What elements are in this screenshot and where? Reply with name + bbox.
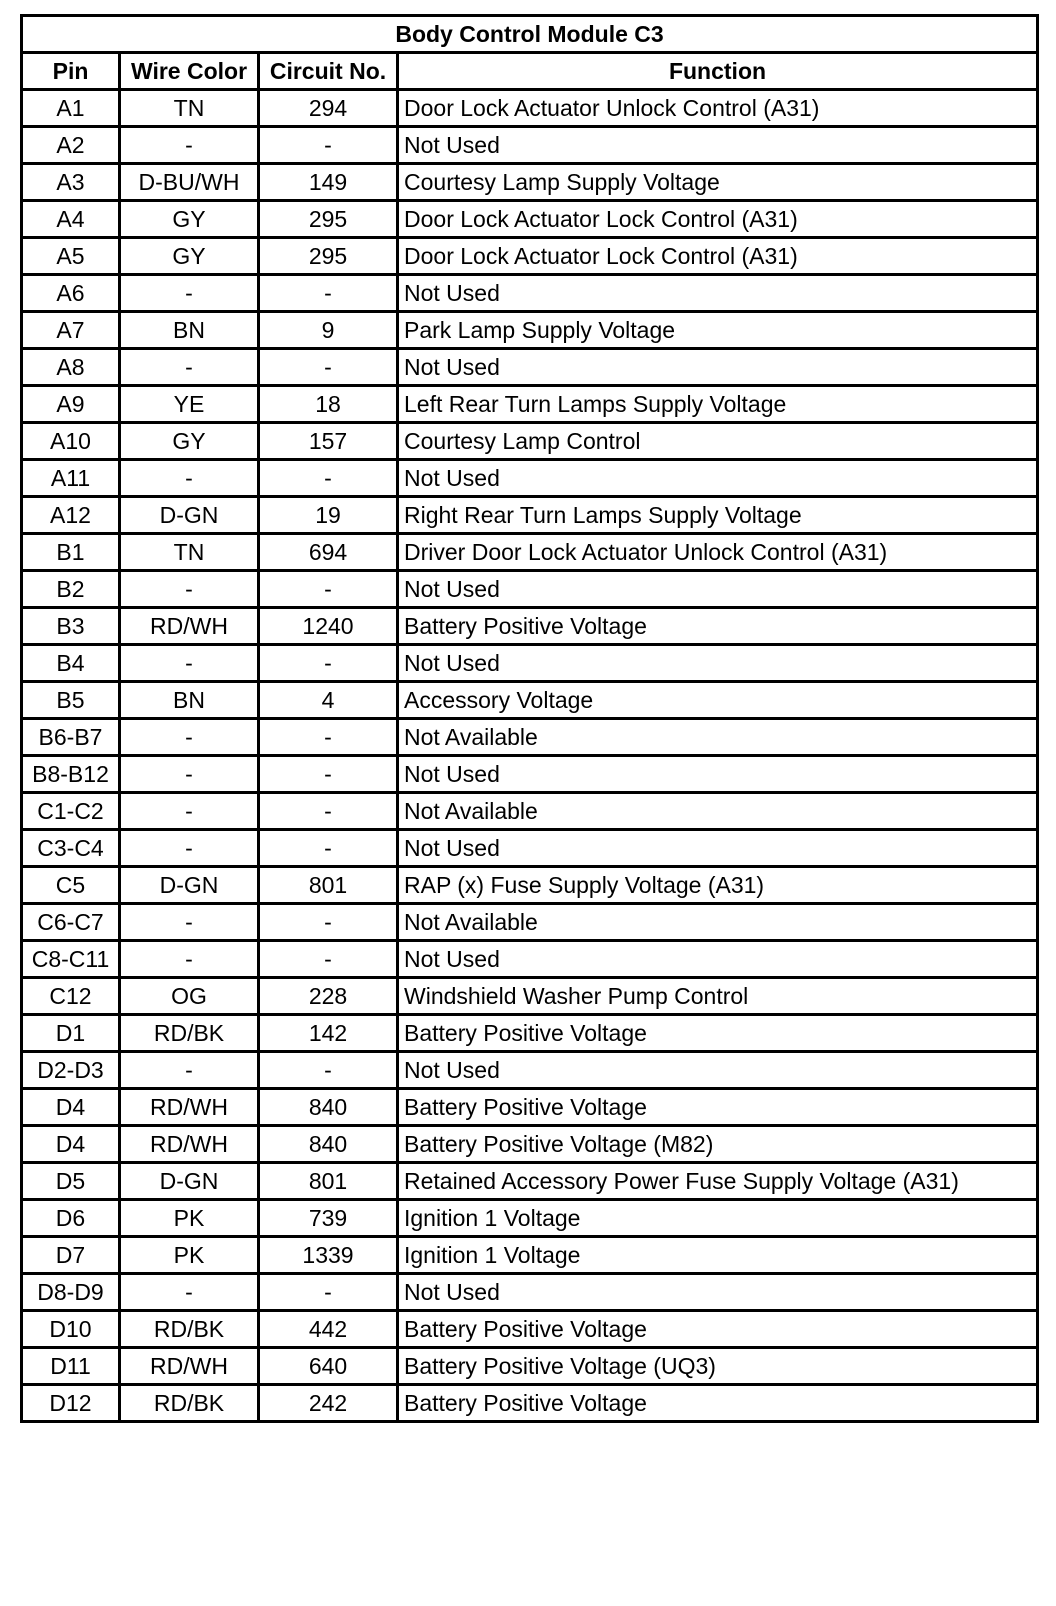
- function-cell: Driver Door Lock Actuator Unlock Control (A31): [398, 534, 1038, 571]
- function-cell: Not Used: [398, 1274, 1038, 1311]
- circuit-no-cell: -: [259, 571, 398, 608]
- circuit-no-cell: -: [259, 756, 398, 793]
- circuit-no-cell: -: [259, 645, 398, 682]
- circuit-no-cell: -: [259, 1274, 398, 1311]
- function-cell: Accessory Voltage: [398, 682, 1038, 719]
- table-row: [22, 1274, 1038, 1311]
- pin-cell: A3: [22, 164, 120, 201]
- function-cell: Not Used: [398, 127, 1038, 164]
- pin-cell: B8-B12: [22, 756, 120, 793]
- pin-cell: B5: [22, 682, 120, 719]
- pin-cell: D11: [22, 1348, 120, 1385]
- circuit-no-cell: -: [259, 719, 398, 756]
- wire-color-cell: -: [120, 793, 259, 830]
- pin-cell: C6-C7: [22, 904, 120, 941]
- function-cell: Battery Positive Voltage: [398, 608, 1038, 645]
- table-row: [22, 238, 1038, 275]
- table-row: [22, 349, 1038, 386]
- pin-cell: D7: [22, 1237, 120, 1274]
- wire-color-cell: RD/BK: [120, 1385, 259, 1422]
- table-row: [22, 608, 1038, 645]
- circuit-no-cell: 694: [259, 534, 398, 571]
- table-row: [22, 978, 1038, 1015]
- header-pin: Pin: [22, 53, 120, 90]
- table-row: [22, 682, 1038, 719]
- pin-cell: D8-D9: [22, 1274, 120, 1311]
- wire-color-cell: GY: [120, 238, 259, 275]
- circuit-no-cell: -: [259, 1052, 398, 1089]
- wire-color-cell: BN: [120, 312, 259, 349]
- circuit-no-cell: -: [259, 349, 398, 386]
- pin-cell: B2: [22, 571, 120, 608]
- table-row: [22, 941, 1038, 978]
- table-row: [22, 423, 1038, 460]
- table-row: [22, 1163, 1038, 1200]
- table-row: [22, 164, 1038, 201]
- circuit-no-cell: 142: [259, 1015, 398, 1052]
- wire-color-cell: RD/BK: [120, 1311, 259, 1348]
- table-row: [22, 1348, 1038, 1385]
- pin-cell: B6-B7: [22, 719, 120, 756]
- wire-color-cell: -: [120, 645, 259, 682]
- wire-color-cell: -: [120, 1052, 259, 1089]
- function-cell: Courtesy Lamp Supply Voltage: [398, 164, 1038, 201]
- wire-color-cell: RD/WH: [120, 1089, 259, 1126]
- function-cell: Not Used: [398, 1052, 1038, 1089]
- table-row: [22, 793, 1038, 830]
- circuit-no-cell: 840: [259, 1126, 398, 1163]
- table-row: [22, 1126, 1038, 1163]
- table-row: [22, 1311, 1038, 1348]
- wire-color-cell: D-GN: [120, 867, 259, 904]
- circuit-no-cell: 294: [259, 90, 398, 127]
- connector-pinout-table: [20, 14, 1039, 1423]
- function-cell: Left Rear Turn Lamps Supply Voltage: [398, 386, 1038, 423]
- table-row: [22, 1015, 1038, 1052]
- function-cell: Not Used: [398, 460, 1038, 497]
- pin-cell: A8: [22, 349, 120, 386]
- function-cell: Not Used: [398, 830, 1038, 867]
- pin-cell: A12: [22, 497, 120, 534]
- wire-color-cell: -: [120, 1274, 259, 1311]
- circuit-no-cell: 19: [259, 497, 398, 534]
- pin-cell: A11: [22, 460, 120, 497]
- wire-color-cell: GY: [120, 423, 259, 460]
- function-cell: Park Lamp Supply Voltage: [398, 312, 1038, 349]
- header-function: Function: [398, 53, 1038, 90]
- pin-cell: A9: [22, 386, 120, 423]
- function-cell: Courtesy Lamp Control: [398, 423, 1038, 460]
- wire-color-cell: -: [120, 719, 259, 756]
- wire-color-cell: PK: [120, 1237, 259, 1274]
- wire-color-cell: -: [120, 756, 259, 793]
- wire-color-cell: -: [120, 941, 259, 978]
- function-cell: Not Available: [398, 904, 1038, 941]
- wire-color-cell: PK: [120, 1200, 259, 1237]
- wire-color-cell: RD/BK: [120, 1015, 259, 1052]
- pin-cell: D12: [22, 1385, 120, 1422]
- wire-color-cell: -: [120, 275, 259, 312]
- wire-color-cell: -: [120, 830, 259, 867]
- wire-color-cell: TN: [120, 534, 259, 571]
- circuit-no-cell: 1240: [259, 608, 398, 645]
- table-row: [22, 1052, 1038, 1089]
- wire-color-cell: D-GN: [120, 497, 259, 534]
- function-cell: Door Lock Actuator Lock Control (A31): [398, 201, 1038, 238]
- wire-color-cell: GY: [120, 201, 259, 238]
- wire-color-cell: RD/WH: [120, 1348, 259, 1385]
- function-cell: Not Available: [398, 793, 1038, 830]
- circuit-no-cell: 242: [259, 1385, 398, 1422]
- function-cell: Not Used: [398, 941, 1038, 978]
- table-row: [22, 312, 1038, 349]
- wire-color-cell: -: [120, 460, 259, 497]
- pin-cell: B1: [22, 534, 120, 571]
- wire-color-cell: RD/WH: [120, 1126, 259, 1163]
- circuit-no-cell: 801: [259, 1163, 398, 1200]
- pin-cell: D2-D3: [22, 1052, 120, 1089]
- header-circuit-no: Circuit No.: [259, 53, 398, 90]
- function-cell: Not Used: [398, 275, 1038, 312]
- table-body: [22, 90, 1038, 1422]
- pin-cell: B3: [22, 608, 120, 645]
- table-row: [22, 1385, 1038, 1422]
- wire-color-cell: D-BU/WH: [120, 164, 259, 201]
- function-cell: RAP (x) Fuse Supply Voltage (A31): [398, 867, 1038, 904]
- function-cell: Battery Positive Voltage (M82): [398, 1126, 1038, 1163]
- pin-cell: C8-C11: [22, 941, 120, 978]
- table-row: [22, 127, 1038, 164]
- circuit-no-cell: -: [259, 904, 398, 941]
- function-cell: Not Used: [398, 349, 1038, 386]
- pin-cell: A7: [22, 312, 120, 349]
- table-row: [22, 275, 1038, 312]
- pin-cell: A10: [22, 423, 120, 460]
- circuit-no-cell: 4: [259, 682, 398, 719]
- pin-cell: A6: [22, 275, 120, 312]
- pin-cell: A5: [22, 238, 120, 275]
- function-cell: Not Used: [398, 571, 1038, 608]
- wire-color-cell: -: [120, 349, 259, 386]
- table-row: [22, 201, 1038, 238]
- table-row: [22, 460, 1038, 497]
- function-cell: Ignition 1 Voltage: [398, 1237, 1038, 1274]
- circuit-no-cell: 295: [259, 201, 398, 238]
- table-row: [22, 1200, 1038, 1237]
- pin-cell: C1-C2: [22, 793, 120, 830]
- table-row: [22, 497, 1038, 534]
- function-cell: Not Used: [398, 756, 1038, 793]
- function-cell: Battery Positive Voltage: [398, 1385, 1038, 1422]
- function-cell: Battery Positive Voltage: [398, 1089, 1038, 1126]
- wire-color-cell: OG: [120, 978, 259, 1015]
- wire-color-cell: -: [120, 571, 259, 608]
- function-cell: Battery Positive Voltage: [398, 1015, 1038, 1052]
- circuit-no-cell: 1339: [259, 1237, 398, 1274]
- circuit-no-cell: 442: [259, 1311, 398, 1348]
- function-cell: Ignition 1 Voltage: [398, 1200, 1038, 1237]
- table-row: [22, 867, 1038, 904]
- circuit-no-cell: 9: [259, 312, 398, 349]
- table-row: [22, 571, 1038, 608]
- function-cell: Door Lock Actuator Lock Control (A31): [398, 238, 1038, 275]
- circuit-no-cell: 801: [259, 867, 398, 904]
- circuit-no-cell: -: [259, 127, 398, 164]
- function-cell: Battery Positive Voltage (UQ3): [398, 1348, 1038, 1385]
- table-header-row: [22, 53, 1038, 90]
- circuit-no-cell: 157: [259, 423, 398, 460]
- pin-cell: C12: [22, 978, 120, 1015]
- table-row: [22, 719, 1038, 756]
- table-row: [22, 645, 1038, 682]
- function-cell: Door Lock Actuator Unlock Control (A31): [398, 90, 1038, 127]
- circuit-no-cell: -: [259, 275, 398, 312]
- pin-cell: C3-C4: [22, 830, 120, 867]
- table-row: [22, 1237, 1038, 1274]
- function-cell: Not Used: [398, 645, 1038, 682]
- circuit-no-cell: 295: [259, 238, 398, 275]
- table-title: Body Control Module C3: [22, 16, 1038, 53]
- pin-cell: C5: [22, 867, 120, 904]
- circuit-no-cell: 840: [259, 1089, 398, 1126]
- wire-color-cell: BN: [120, 682, 259, 719]
- circuit-no-cell: -: [259, 941, 398, 978]
- function-cell: Not Available: [398, 719, 1038, 756]
- table-row: [22, 1089, 1038, 1126]
- function-cell: Windshield Washer Pump Control: [398, 978, 1038, 1015]
- table-row: [22, 90, 1038, 127]
- circuit-no-cell: -: [259, 460, 398, 497]
- wire-color-cell: TN: [120, 90, 259, 127]
- pin-cell: A2: [22, 127, 120, 164]
- circuit-no-cell: -: [259, 830, 398, 867]
- function-cell: Retained Accessory Power Fuse Supply Voltage (A31): [398, 1163, 1038, 1200]
- circuit-no-cell: 149: [259, 164, 398, 201]
- pin-cell: A4: [22, 201, 120, 238]
- function-cell: Battery Positive Voltage: [398, 1311, 1038, 1348]
- circuit-no-cell: 18: [259, 386, 398, 423]
- pin-cell: B4: [22, 645, 120, 682]
- pin-cell: D5: [22, 1163, 120, 1200]
- table-row: [22, 904, 1038, 941]
- table-row: [22, 756, 1038, 793]
- table-row: [22, 830, 1038, 867]
- pin-cell: D6: [22, 1200, 120, 1237]
- header-wire-color: Wire Color: [120, 53, 259, 90]
- wire-color-cell: -: [120, 127, 259, 164]
- wire-color-cell: RD/WH: [120, 608, 259, 645]
- pin-cell: D1: [22, 1015, 120, 1052]
- circuit-no-cell: 640: [259, 1348, 398, 1385]
- pin-cell: D10: [22, 1311, 120, 1348]
- table-row: [22, 534, 1038, 571]
- wire-color-cell: -: [120, 904, 259, 941]
- circuit-no-cell: 228: [259, 978, 398, 1015]
- pin-cell: D4: [22, 1089, 120, 1126]
- pin-cell: D4: [22, 1126, 120, 1163]
- circuit-no-cell: -: [259, 793, 398, 830]
- wire-color-cell: D-GN: [120, 1163, 259, 1200]
- circuit-no-cell: 739: [259, 1200, 398, 1237]
- wire-color-cell: YE: [120, 386, 259, 423]
- function-cell: Right Rear Turn Lamps Supply Voltage: [398, 497, 1038, 534]
- table-row: [22, 386, 1038, 423]
- pin-cell: A1: [22, 90, 120, 127]
- table-title-row: [22, 16, 1038, 53]
